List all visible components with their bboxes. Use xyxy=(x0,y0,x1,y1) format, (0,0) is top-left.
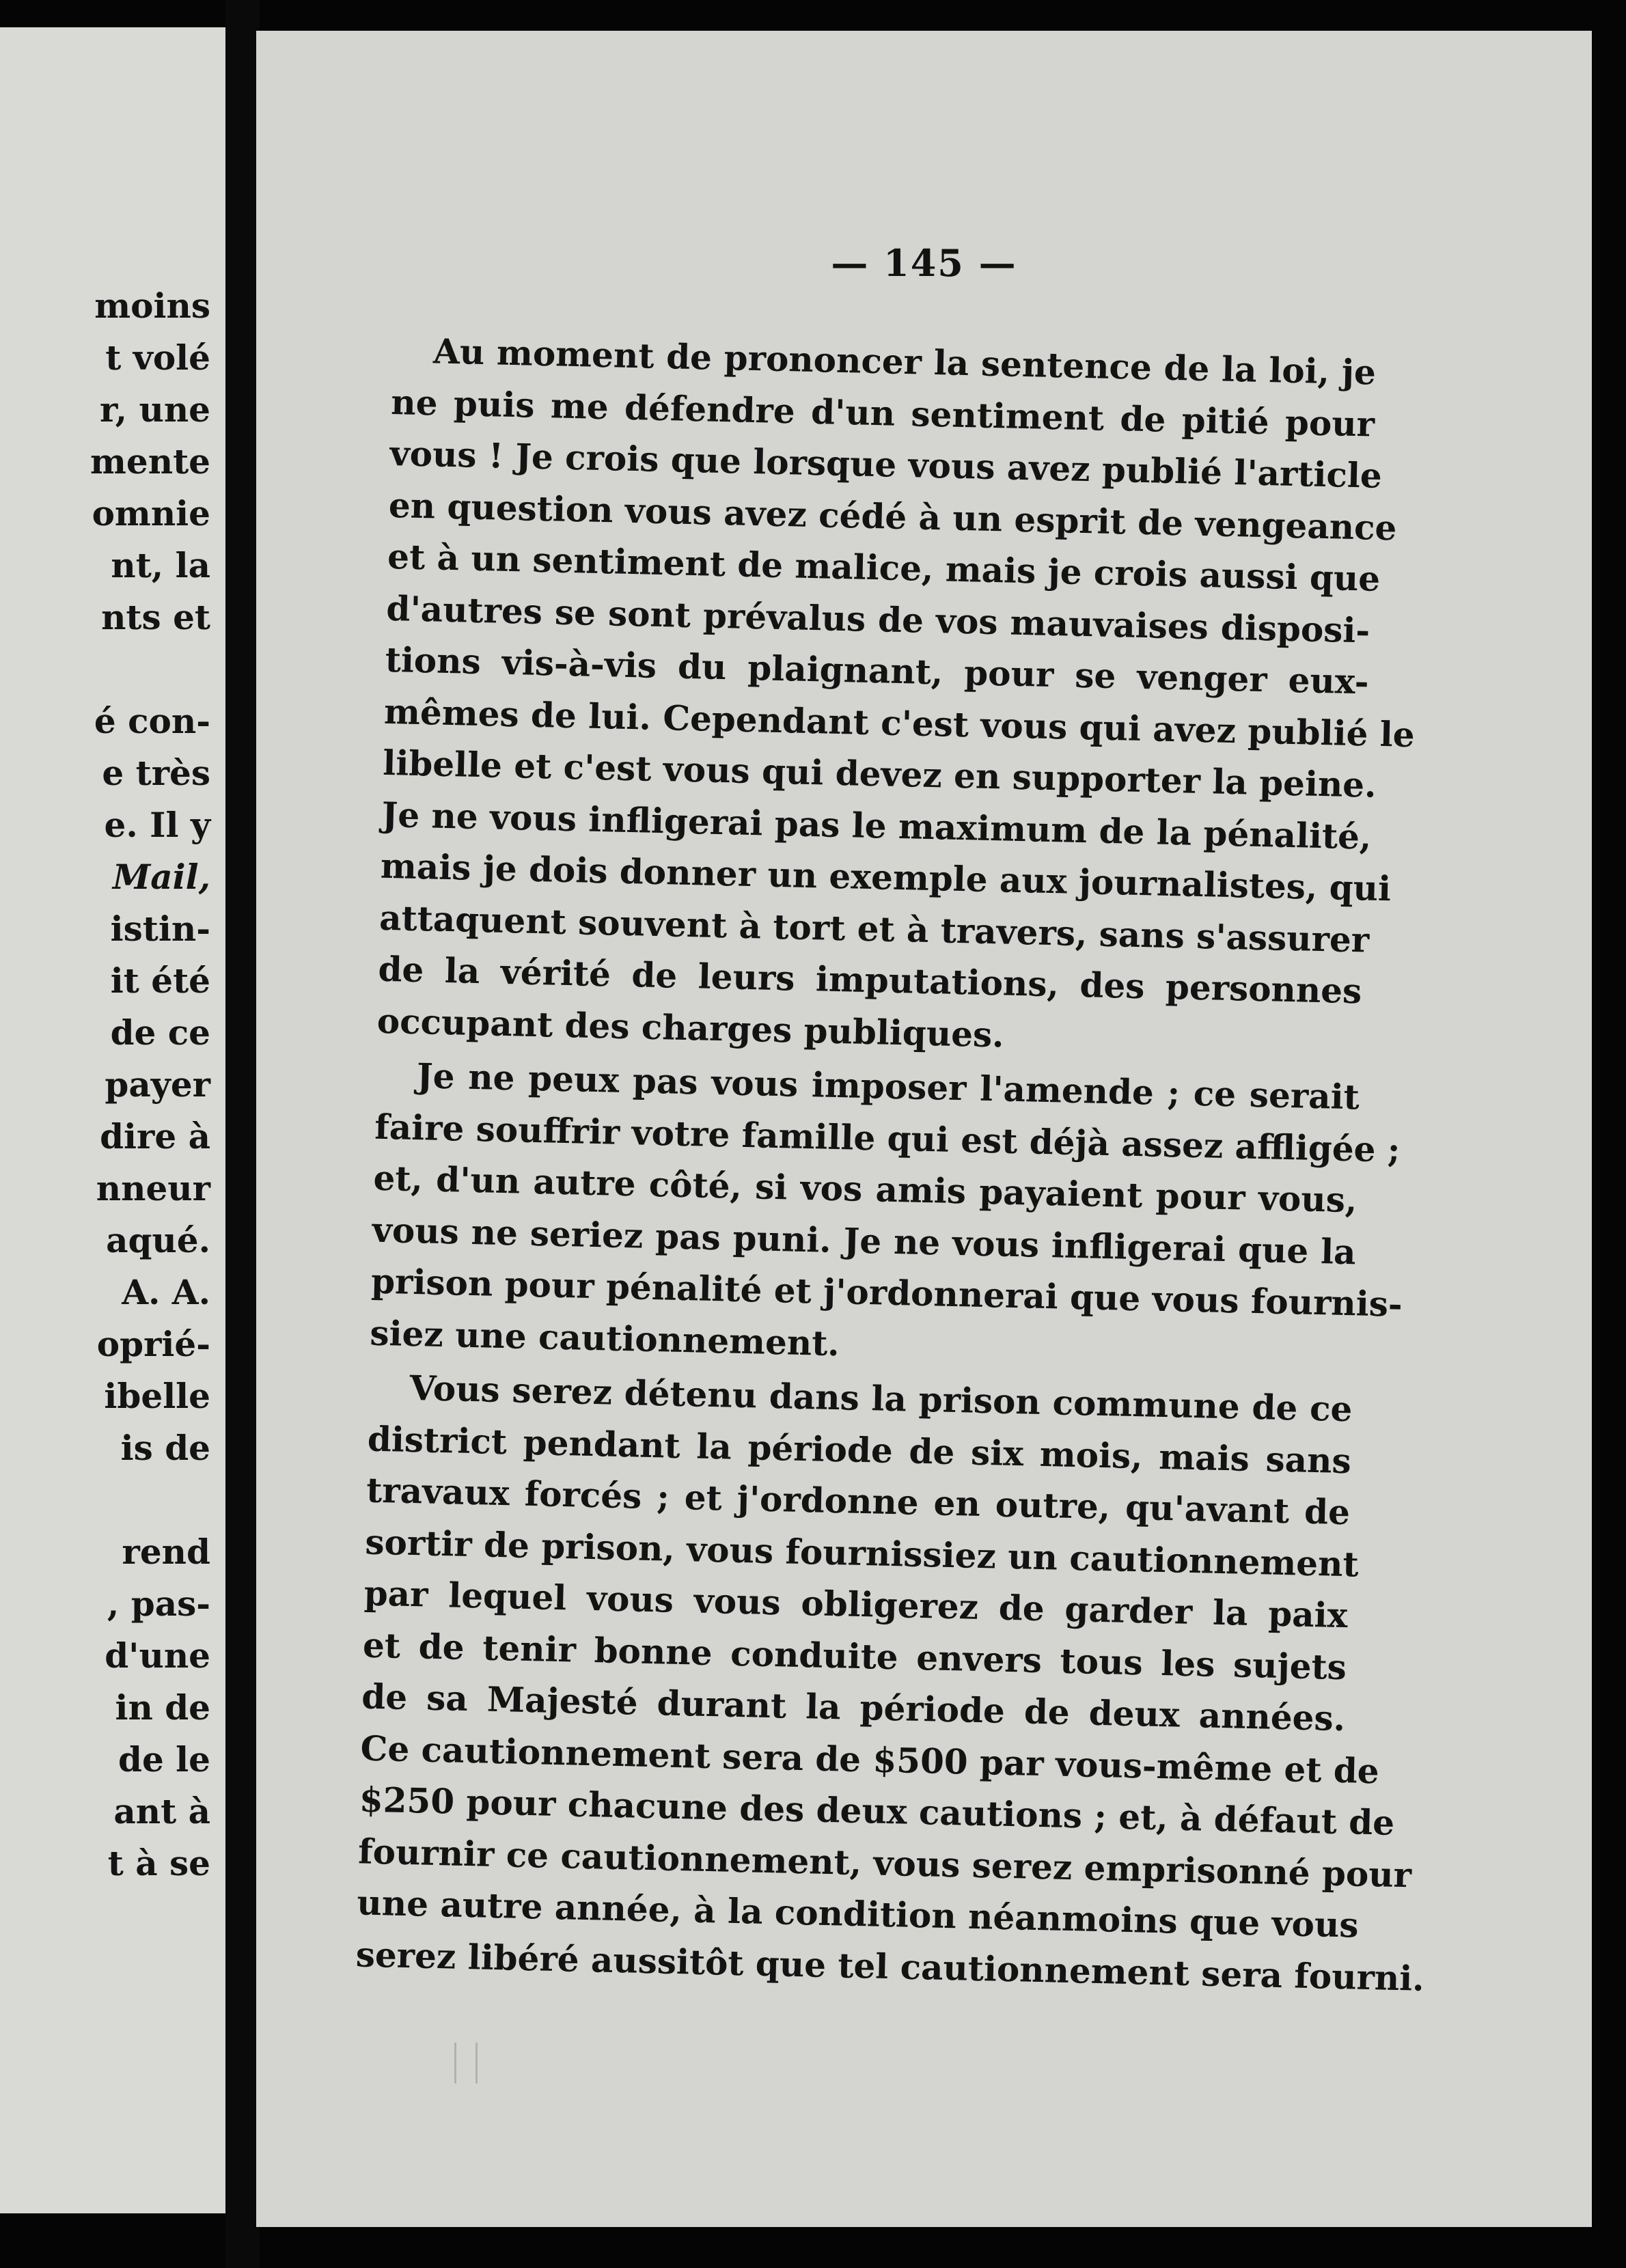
left-page-line: omnie xyxy=(92,493,210,534)
text-line: mêmes de lui. Cependant c'est vous qui avez publié le xyxy=(383,691,1416,755)
left-page-gap xyxy=(0,1474,210,1526)
left-page-line: oprié- xyxy=(96,1324,210,1364)
left-page-line: in de xyxy=(115,1687,210,1728)
text-line: serez libéré aussitôt que tel cautionnement sera fourni. xyxy=(355,1933,1425,1999)
left-page-fragment xyxy=(0,27,225,2213)
text-line: Je ne peux pas vous imposer l'amende ; ce serait xyxy=(416,1055,1360,1118)
left-page-line: ant à xyxy=(113,1791,210,1831)
text-line: Ce cautionnement sera de $500 par vous-même et de xyxy=(360,1727,1380,1791)
paragraph xyxy=(355,1361,1425,2002)
left-page-line: nt, la xyxy=(111,545,210,585)
text-line: et, d'un autre côté, si vos amis payaient pour vous, xyxy=(372,1157,1358,1221)
left-page-line: t à se xyxy=(107,1843,210,1883)
text-line: tions vis-à-vis du plaignant, pour se venger eux- xyxy=(385,639,1370,702)
left-page-line: rend xyxy=(122,1532,210,1572)
text-line: de la vérité de leurs imputations, des personnes xyxy=(377,948,1362,1012)
left-page-line: is de xyxy=(120,1428,210,1468)
paragraph xyxy=(369,1049,1403,1381)
page-footer-mark xyxy=(454,2043,478,2084)
text-line: d'autres se sont prévalus de vos mauvaises disposi- xyxy=(385,587,1370,651)
text-line: occupant des charges publiques. xyxy=(376,1000,1005,1055)
text-line: vous ! Je crois que lorsque vous avez publié l'article xyxy=(389,432,1383,496)
left-page-line: e. Il y xyxy=(104,805,210,845)
text-line: Vous serez détenu dans la prison commune de ce xyxy=(409,1367,1353,1430)
text-line: fournir ce cautionnement, vous serez emprisonné pour xyxy=(357,1830,1412,1895)
text-line: libelle et c'est vous qui devez en supporter la peine. xyxy=(382,742,1377,805)
text-line: $250 pour chacune des deux cautions ; et, à défaut de xyxy=(359,1779,1395,1843)
text-line: et à un sentiment de malice, mais je crois aussi que xyxy=(387,536,1381,599)
text-line: et de tenir bonne conduite envers tous les sujets xyxy=(362,1624,1347,1687)
text-line: district pendant la période de six mois, mais sans xyxy=(367,1418,1352,1481)
text-line: une autre année, à la condition néanmoins que vous xyxy=(356,1882,1360,1946)
text-line: Je ne vous infligerai pas le maximum de la pénalité, xyxy=(381,794,1373,857)
text-line: travaux forcés ; et j'ordonne en outre, qu'avant de xyxy=(366,1469,1351,1533)
text-line: de sa Majesté durant la période de deux années. xyxy=(361,1676,1346,1739)
left-page-text xyxy=(0,280,210,1890)
left-page-line: ibelle xyxy=(104,1376,210,1416)
text-line: faire souffrir votre famille qui est déjà assez affligée ; xyxy=(374,1106,1401,1170)
body-text xyxy=(355,324,1425,2002)
left-page-line: de le xyxy=(118,1739,210,1780)
left-page-line: aqué. xyxy=(106,1220,210,1260)
page-number: — 145 — xyxy=(831,241,1017,285)
left-page-line: Mail, xyxy=(112,857,210,897)
left-page-line: r, une xyxy=(99,389,210,430)
left-page-line: t volé xyxy=(105,337,210,378)
book-gutter xyxy=(225,0,260,2268)
left-page-line: d'une xyxy=(105,1635,210,1676)
text-line: en question vous avez cédé à un esprit de vengeance xyxy=(388,484,1398,548)
left-page-line: dire à xyxy=(100,1116,210,1157)
text-line: sortir de prison, vous fournissiez un cautionnement xyxy=(364,1521,1360,1585)
text-line: prison pour pénalité et j'ordonnerai que vous fournis- xyxy=(370,1260,1403,1325)
left-page-line: payer xyxy=(105,1064,210,1105)
left-page-gap xyxy=(0,644,210,695)
left-page-line: e très xyxy=(102,753,210,793)
text-line: par lequel vous vous obligerez de garder la paix xyxy=(363,1573,1349,1636)
left-page-line: A. A. xyxy=(122,1272,210,1312)
text-line: siez une cautionnement. xyxy=(369,1312,840,1364)
text-line: vous ne seriez pas puni. Je ne vous infligerai que la xyxy=(372,1209,1357,1272)
left-page-line: istin- xyxy=(110,909,210,949)
text-line: Au moment de prononcer la sentence de la loi, je xyxy=(432,331,1377,393)
left-page-line: é con- xyxy=(94,701,210,741)
left-page-line: nneur xyxy=(96,1168,210,1208)
text-line: ne puis me défendre d'un sentiment de pitié pour xyxy=(390,381,1375,445)
left-page-line: mente xyxy=(90,441,210,482)
left-page-line: it été xyxy=(110,960,210,1001)
left-page-line: moins xyxy=(94,286,210,326)
paragraph xyxy=(376,324,1416,1068)
text-line: mais je dois donner un exemple aux journalistes, qui xyxy=(380,845,1392,909)
left-page-line: , pas- xyxy=(107,1584,210,1624)
left-page-line: de ce xyxy=(110,1012,210,1053)
text-line: attaquent souvent à tort et à travers, sans s'assurer xyxy=(378,897,1370,960)
left-page-line: nts et xyxy=(101,597,210,637)
right-page xyxy=(256,31,1592,2227)
